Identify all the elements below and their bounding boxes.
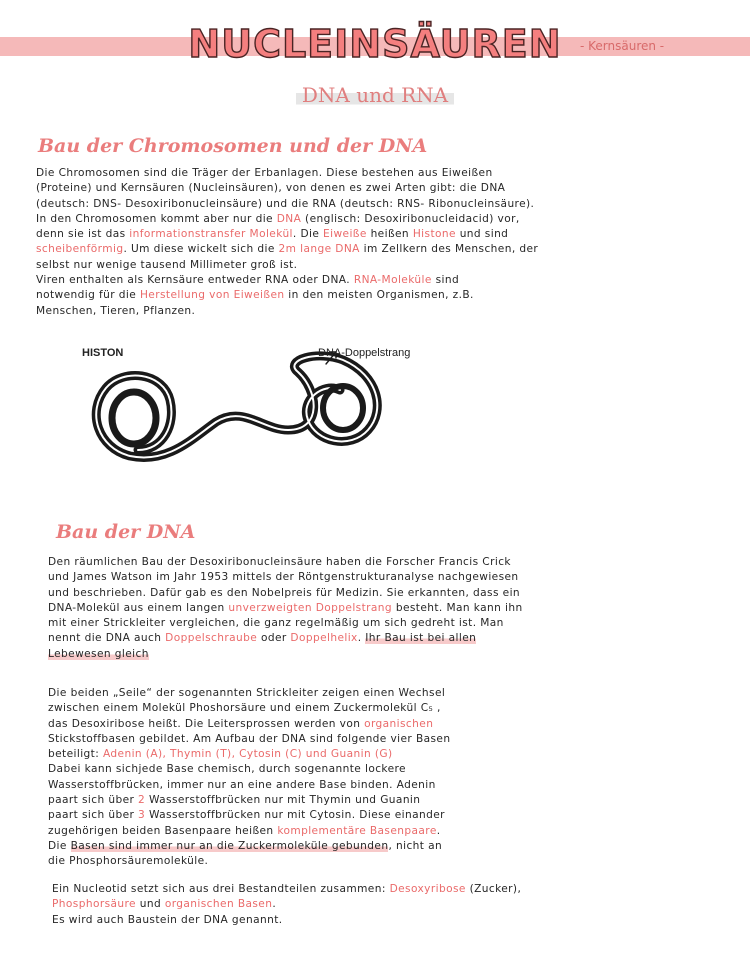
text-line: (Proteine) und Kernsäuren (Nucleinsäuren), von denen es zwei Arten gibt: die DNA (36, 182, 506, 195)
section-heading-chromosomes: Bau der Chromosomen und der DNA (38, 135, 428, 157)
keyword: scheibenförmig (36, 243, 124, 256)
label-dna-strand: DNA-Doppelstrang (318, 347, 411, 359)
keyword: 3 (138, 809, 146, 822)
title-tag: - Kernsäuren - (580, 39, 665, 53)
text-line: das Desoxiribose heißt. Die Leitersprossen werden von organischen (48, 717, 434, 730)
text-line: Es wird auch Baustein der DNA genannt. (52, 913, 283, 926)
text-line: selbst nur wenige tausend Millimeter groß ist. (36, 258, 298, 271)
keyword: Doppelhelix (290, 632, 358, 645)
text-line: die Phosphorsäuremoleküle. (48, 855, 209, 868)
text-line: notwendig für die Herstellung von Eiweißen in den meisten Organismen, z.B. (36, 289, 474, 302)
text-line: Die Basen sind immer nur an die Zuckermoleküle gebunden, nicht an (48, 839, 443, 852)
subtitle-text: DNA und RNA (296, 83, 454, 107)
keyword: 2m lange DNA (278, 243, 360, 256)
text-line: Wasserstoffbrücken, immer nur an eine andere Base binden. Adenin (48, 778, 436, 791)
highlighted-text: Ihr Bau ist bei allen (365, 632, 477, 645)
text-line: paart sich über 3 Wasserstoffbrücken nur mit Cytosin. Diese einander (48, 809, 445, 822)
paragraph-chromosomes (36, 166, 538, 319)
keyword: 2 (138, 794, 146, 807)
highlighted-text: Basen sind immer nur an die Zuckermoleküle gebunden (70, 839, 389, 852)
keyword: RNA-Moleküle (353, 274, 432, 287)
keyword: DNA (276, 212, 302, 225)
text-line: Stickstoffbasen gebildet. Am Aufbau der DNA sind folgende vier Basen (48, 732, 451, 745)
text-line: Viren enthalten als Kernsäure entweder RNA oder DNA. RNA-Moleküle sind (36, 274, 460, 287)
keyword: Phosphorsäure (52, 898, 136, 911)
text-line: und beschrieben. Dafür gab es den Nobelpreis für Medizin. Sie erkannten, dass ein (48, 586, 521, 599)
text-line: und James Watson im Jahr 1953 mittels der Röntgenstrukturanalyse nachgewiesen (48, 571, 519, 584)
keyword: informationstransfer Molekül (129, 228, 293, 241)
keyword: unverzweigten Doppelstrang (228, 601, 393, 614)
text-line: Ein Nucleotid setzt sich aus drei Bestandteilen zusammen: Desoxyribose (Zucker), (52, 883, 522, 895)
text-line: paart sich über 2 Wasserstoffbrücken nur mit Thymin und Guanin (48, 794, 421, 807)
text-line: DNA-Molekül aus einem langen unverzweigten Doppelstrang besteht. Man kann ihn (48, 601, 523, 614)
page-title: NUCLEINSÄUREN (188, 22, 562, 66)
highlighted-text: Lebewesen gleich (48, 647, 149, 660)
text-line: (deutsch: DNS- Desoxiribonucleinsäure) und die RNA (deutsch: RNS- Ribonucleinsäure). (36, 197, 535, 210)
paragraph-base-pairs (48, 686, 450, 870)
keyword: Eiweiße (323, 228, 367, 241)
keyword: komplementäre Basenpaare (277, 824, 437, 837)
histone-disc (112, 392, 156, 444)
text-line: zugehörigen beiden Basenpaare heißen komplementäre Basenpaare. (48, 824, 441, 837)
text-line: mit einer Strickleiter vergleichen, die ganz regelmäßig um sich gedreht ist. Man (48, 617, 504, 630)
subtitle (0, 84, 750, 106)
text-line: Menschen, Tieren, Pflanzen. (36, 304, 196, 317)
keyword: Adenin (A), Thymin (T), Cytosin (C) und Guanin (G) (102, 748, 393, 761)
text-line: In den Chromosomen kommt aber nur die DNA (englisch: Desoxiribonucleidacid) vor, (36, 212, 520, 225)
text-line: Die Chromosomen sind die Träger der Erbanlagen. Diese bestehen aus Eiweißen (36, 167, 493, 179)
chromosome-figure (68, 330, 438, 490)
text-line: denn sie ist das informationstransfer Molekül. Die Eiweiße heißen Histone und sind (36, 228, 509, 241)
paragraph-dna-structure (48, 555, 523, 662)
text-line: beteiligt: Adenin (A), Thymin (T), Cytosin (C) und Guanin (G) (48, 748, 393, 761)
keyword: organischen (364, 717, 434, 730)
keyword: Desoxyribose (389, 883, 466, 895)
text-line: Phosphorsäure und organischen Basen. (52, 898, 277, 911)
keyword: Doppelschraube (165, 632, 258, 645)
section-heading-dna: Bau der DNA (56, 521, 196, 543)
text-line: Die beiden „Seile“ der sogenannten Strickleiter zeigen einen Wechsel (48, 687, 446, 699)
keyword: Histone (412, 228, 456, 241)
text-line: Dabei kann sichjede Base chemisch, durch sogenannte lockere (48, 763, 406, 776)
keyword: organischen Basen (164, 898, 273, 911)
text-line (48, 647, 523, 662)
label-histon: HISTON (82, 347, 124, 359)
text-line: nennt die DNA auch Doppelschraube oder Doppelhelix. Ihr Bau ist bei allen (48, 632, 477, 645)
text-line: scheibenförmig. Um diese wickelt sich die 2m lange DNA im Zellkern des Menschen, der (36, 243, 539, 256)
paragraph-nucleotide (52, 882, 521, 928)
text-line: zwischen einem Molekül Phoshorsäure und einem Zuckermolekül C₅ , (48, 702, 441, 715)
text-line: Den räumlichen Bau der Desoxiribonucleinsäure haben die Forscher Francis Crick (48, 556, 511, 568)
keyword: Herstellung von Eiweißen (139, 289, 285, 302)
